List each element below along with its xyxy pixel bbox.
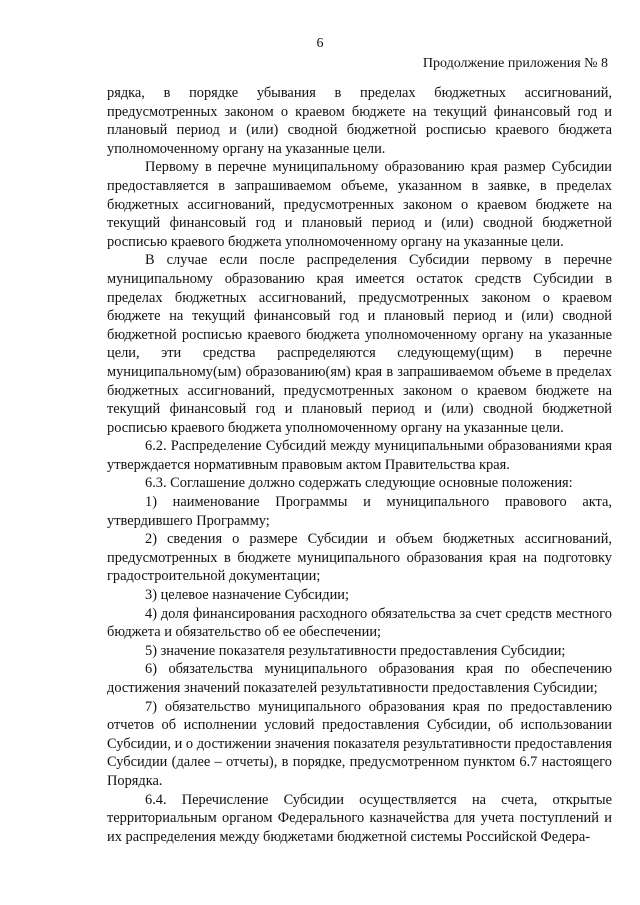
list-item-2: 2) сведения о размере Субсидии и объем бюджетных ассигнований, предусмотренных в бюджете муниципального образования края на подготовку градостроительной документации; xyxy=(107,531,612,585)
paragraph-6-3: 6.3. Соглашение должно содержать следующие основные положения: xyxy=(145,475,573,492)
list-item-4: 4) доля финансирования расходного обязательства за счет средств местного бюджета и обязательство об ее обеспечении; xyxy=(107,605,612,641)
paragraph-continuation: рядка, в порядке убывания в пределах бюджетных ассигнований, предусмотренных законом о краевом бюджете на текущий финансовый год и плановый период и (или) сводной бюджетной росписью краевого бюджета уполномоченному органу на указанные цели. xyxy=(107,85,612,157)
list-item-3: 3) целевое назначение Субсидии; xyxy=(145,587,349,604)
list-item-1: 1) наименование Программы и муниципального правового акта, утвердившего Программу; xyxy=(107,494,612,529)
page-number: 6 xyxy=(316,36,324,51)
paragraph-6-2: 6.2. Распределение Субсидий между муниципальными образованиями края утверждается нормативным правовым актом Правительства края. xyxy=(107,438,612,473)
paragraph-first-municipality: Первому в перечне муниципальному образованию края размер Субсидии предоставляется в запрашиваемом объеме, указанном в заявке, в пределах бюджетных ассигнований, предусмотренных законом о краевом бюджете на текущий финансовый год и плановый период и (или) сводной бюджетной росписью краевого бюджета уполномоченному органу на указанные цели. xyxy=(107,159,612,250)
list-item-6: 6) обязательства муниципального образования края по обеспечению достижения значений показателей результативности предоставления Субсидии; xyxy=(107,661,612,696)
appendix-continuation-note: Продолжение приложения № 8 xyxy=(422,56,608,71)
list-item-7: 7) обязательство муниципального образования края по предоставлению отчетов об исполнении условий предоставления Субсидии, об использовании Субсидии, и о достижении значения показателя результативности предоставления Субсидии (далее – отчеты), в порядке, предусмотренном пунктом 6.7 настоящего Порядка. xyxy=(107,698,612,789)
paragraph-remaining-funds: В случае если после распределения Субсидии первому в перечне муниципальному образованию края имеется остаток средств Субсидии в пределах бюджетных ассигнований, предусмотренных законом о краевом бюджете на текущий финансовый год и плановый период и (или) сводной бюджетной росписью краевого бюджета уполномоченному органу на указанные цели, эти средства распределяются следующему(щим) в перечне муниципальному(ым) образованию(ям) края в запрашиваемом объеме в пределах бюджетных ассигнований, предусмотренных законом о краевом бюджете на текущий финансовый год и плановый период и (или) сводной бюджетной росписью краевого бюджета уполномоченному органу на указанные цели. xyxy=(107,252,612,436)
document-body xyxy=(107,84,612,846)
list-item-5: 5) значение показателя результативности предоставления Субсидии; xyxy=(145,642,566,659)
paragraph-6-4: 6.4. Перечисление Субсидии осуществляется на счета, открытые территориальным органом Федерального казначейства для учета поступлений и их распределения между бюджетами бюджетной системы Российской Федера- xyxy=(107,791,612,845)
